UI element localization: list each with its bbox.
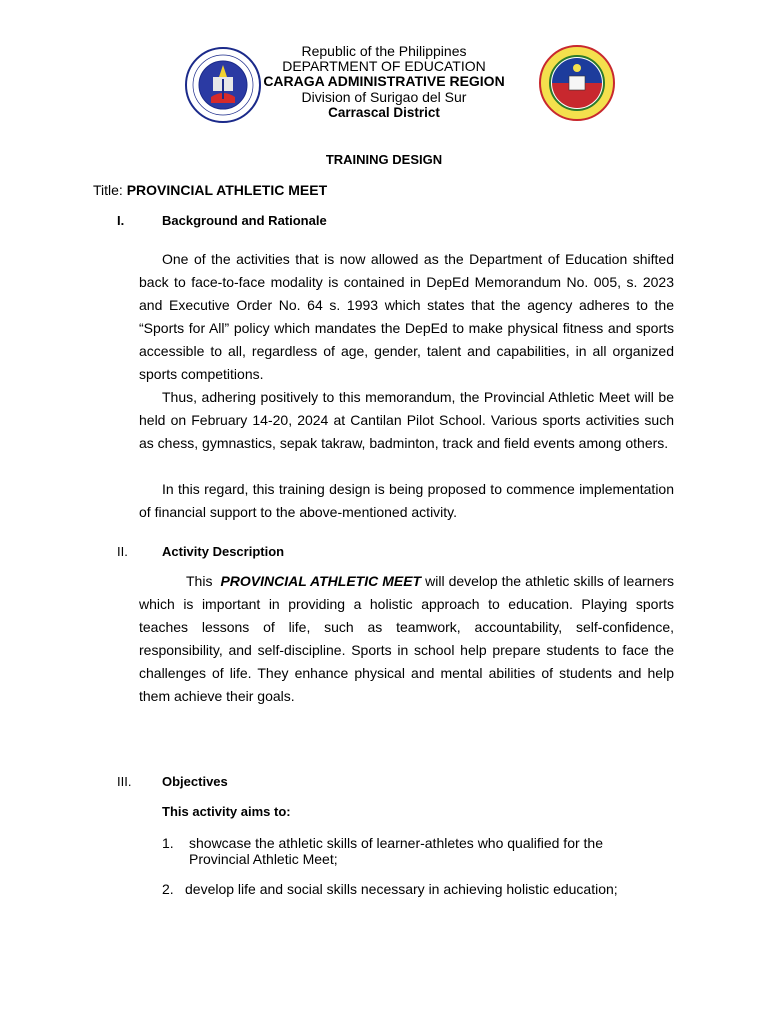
header-division: Division of Surigao del Sur (301, 89, 467, 105)
section-2-heading: Activity Description (162, 544, 285, 559)
section-2-paragraph (139, 570, 674, 709)
title-label: Title: (93, 182, 123, 198)
section-3-subheading: This activity aims to: (162, 804, 291, 819)
section-2-lead: This (186, 573, 213, 589)
header-department: DEPARTMENT OF EDUCATION (282, 58, 486, 74)
header-republic: Republic of the Philippines (301, 43, 467, 59)
title-value: PROVINCIAL ATHLETIC MEET (126, 182, 328, 198)
header-region: CARAGA ADMINISTRATIVE REGION (263, 73, 505, 89)
header-district: Carrascal District (328, 105, 440, 120)
division-seal-logo (538, 40, 616, 122)
section-1-number: I. (117, 213, 125, 228)
document-title: TRAINING DESIGN (325, 152, 443, 167)
section-1-paragraph-3: In this regard, this training design is being proposed to commence implementation of financial support to the above-mentioned activity. (139, 481, 674, 521)
section-2-number: II. (117, 544, 128, 559)
section-2-body: will develop the athletic skills of learners which is important in providing a holistic approach to education. Playing sports teaches lessons of life, such as teamwork, accountability, self-confidence, responsibility, and self-discipline. Sports in school help prepare students to face the challenges of life. They enhance physical and mental abilities of students and help them achieve their goals. (139, 573, 675, 705)
section-1-heading: Background and Rationale (162, 213, 327, 228)
section-1-paragraph-1: One of the activities that is now allowed as the Department of Education shifted back to face-to-face modality is contained in DepEd Memorandum No. 005, s. 2023 and Executive Order No. 64 s. 1993 which states that the agency adheres to the “Sports for All” policy which mandates the DepEd to make physical fitness and sports accessible to all, regardless of age, gender, talent and capabilities, in all organized sports competitions. (139, 251, 674, 383)
title-line (93, 182, 327, 198)
objective-2-text: develop life and social skills necessary in achieving holistic education; (185, 881, 618, 897)
section-3-heading: Objectives (162, 774, 228, 789)
objective-1-number: 1. (162, 835, 174, 851)
objective-2-number: 2. (162, 881, 174, 897)
section-1-paragraph-2: Thus, adhering positively to this memorandum, the Provincial Athletic Meet will be held on February 14-20, 2024 at Cantilan Pilot School. Various sports activities such as chess, gymnastics, sepak takraw, badminton, track and field events among others. (139, 389, 674, 452)
objective-1-text: showcase the athletic skills of learner-athletes who qualified for the Provincial Athletic Meet; (189, 835, 603, 867)
section-3-number: III. (117, 774, 132, 789)
section-2-emphasis: PROVINCIAL ATHLETIC MEET (220, 573, 422, 589)
